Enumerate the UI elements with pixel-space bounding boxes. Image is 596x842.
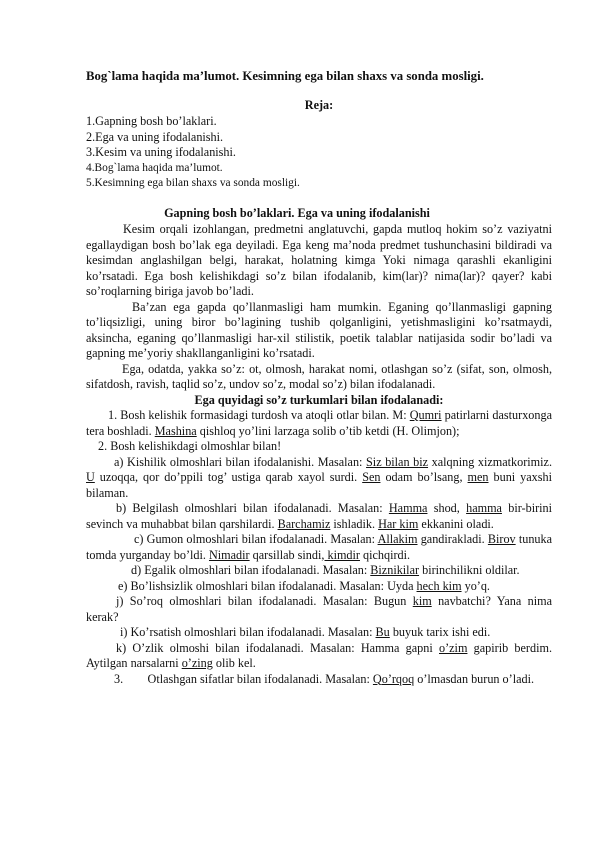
list-item: j) So’roq olmoshlari bilan ifodalanadi. Masalan: Bugun kim navbatchi? Yana nima kerak?: [86, 594, 552, 624]
list-item: 3. Otlashgan sifatlar bilan ifodalanadi. Masalan: Qo’rqoq o’lmasdan burun o’ladi.: [114, 671, 535, 686]
plan-list: [86, 114, 552, 192]
list-item: a) Kishilik olmoshlari bilan ifodalanishi. Masalan: Siz bilan biz xalqning xizmatkorimiz. U uzoqqa, qor do’ppili tog’ ustiga qarab xayol surdi. Sen odam bo’lsang, men buni yaxshi bilaman.: [86, 454, 552, 500]
list-item: b) Belgilash olmoshlari bilan ifodalanadi. Masalan: Hamma shod, hamma bir-birini sevinch va muhabbat bilan qarshilardi. Barchamiz ishladik. Har kim ekkanini oladi.: [86, 501, 552, 531]
example-word: Barchamiz: [277, 516, 331, 531]
section-heading: Ega quyidagi so’z turkumlari bilan ifodalanadi:: [194, 392, 444, 407]
example-word: Har kim: [378, 516, 419, 531]
example-word: Bu: [375, 625, 390, 639]
list-item: e) Bo’lishsizlik olmoshlari bilan ifodalanadi. Masalan: Uyda hech kim yo’q.: [118, 578, 490, 593]
paragraph: Ba’zan ega gapda qo’llanmasligi ham mumkin. Eganing qo’llanmasligi gapning to’liqsizligi, uning biror bo’lagining tushib qolganligini, yetishmasligini ko’rsatmaydi, aksincha, eganing qo’llanmasligi har-xil stilistik, poetik talablar natijasida sodir bo’ladi va gapning me’yoriy shakllanganligini ko’rsatadi.: [86, 299, 552, 360]
paragraph: Ega, odatda, yakka so’z: ot, olmosh, harakat nomi, otlashgan so’z (sifat, son, olmosh, sifatdosh, ravish, taqlid so’z, undov so’z, modal so’z) bilan ifodalanadi.: [86, 361, 552, 391]
list-item: 1. Bosh kelishik formasidagi turdosh va atoqli otlar bilan. M: Qumri patirlarni dasturxonga tera boshladi. Mashina qishloq yo’lini larzaga solib o’tib ketdi (H. Olimjon);: [86, 408, 552, 438]
plan-item: 3.Kesim va uning ifodalanishi.: [86, 145, 236, 159]
example-word: Nimadir: [208, 547, 250, 562]
list-item: d) Egalik olmoshlari bilan ifodalanadi. Masalan: Biznikilar birinchilikni oldilar.: [131, 563, 520, 577]
example-word: men: [467, 470, 489, 484]
plan-item: 4.Bog`lama haqida ma’lumot.: [86, 161, 223, 174]
list-item: c) Gumon olmoshlari bilan ifodalanadi. Masalan: Allakim gandirakladi. Birov tunuka tomda yurganday bo’ldi. Nimadir qarsillab sindi, kimdir qichqirdi.: [86, 532, 553, 562]
list-item: 2. Bosh kelishikdagi olmoshlar bilan!: [98, 439, 282, 453]
example-word: Qo’rqoq: [372, 671, 415, 686]
example-word: U: [86, 470, 95, 484]
example-word: hamma: [466, 501, 502, 515]
document-title: Bog`lama haqida ma’lumot. Kesimning ega bilan shaxs va sonda mosligi.: [86, 69, 484, 83]
plan-item: 1.Gapning bosh bo’laklari.: [86, 114, 217, 128]
example-word: hech kim: [416, 578, 462, 593]
list-item: k) O’zlik olmoshi bilan ifodalanadi. Masalan: Hamma gapni o’zim gapirib berdim. Aytilgan narsalarni o’zing olib kel.: [86, 640, 552, 670]
plan-label: Reja:: [304, 97, 334, 112]
example-word: Allakim: [377, 532, 418, 546]
example-word: kim: [412, 594, 432, 608]
plan-item: 5.Kesimning ega bilan shaxs va sonda mosligi.: [86, 177, 300, 189]
example-word: Siz bilan biz: [366, 454, 429, 469]
section-heading: Gapning bosh bo’laklari. Ega va uning ifodalanishi: [164, 205, 430, 220]
list-item: i) Ko’rsatish olmoshlari bilan ifodalanadi. Masalan: Bu buyuk tarix ishi edi.: [120, 625, 491, 639]
plan-item: 2.Ega va uning ifodalanishi.: [86, 129, 224, 144]
example-word: o’zing: [181, 656, 213, 670]
example-word: Qumri: [409, 408, 442, 422]
example-word: Birov: [487, 532, 516, 546]
example-word: Biznikilar: [370, 563, 420, 577]
paragraph: Kesim orqali izohlangan, predmetni anglatuvchi, gapda mutloq hokim so’z vaziyatni egallaydigan bosh bo’lak ega deyiladi. Ega keng ma’noda predmet tushunchasini bildiradi va kesimdan anglashilgan belgi, harakat, holatning kimga Yoki nimaga qarashli ekanligini ko’rsatadi. Ega bosh kelishikdagi so’z bilan ifodalanib, kim(lar)? nima(lar)? qayer? kabi so’roqlarning biriga javob bo’ladi.: [86, 222, 552, 298]
example-word: Sen: [362, 470, 381, 484]
example-word: o’zim: [439, 640, 468, 655]
example-word: , kimdir: [321, 547, 360, 562]
example-word: Hamma: [388, 501, 428, 515]
example-word: Mashina: [154, 423, 197, 438]
document-body: [86, 69, 552, 687]
